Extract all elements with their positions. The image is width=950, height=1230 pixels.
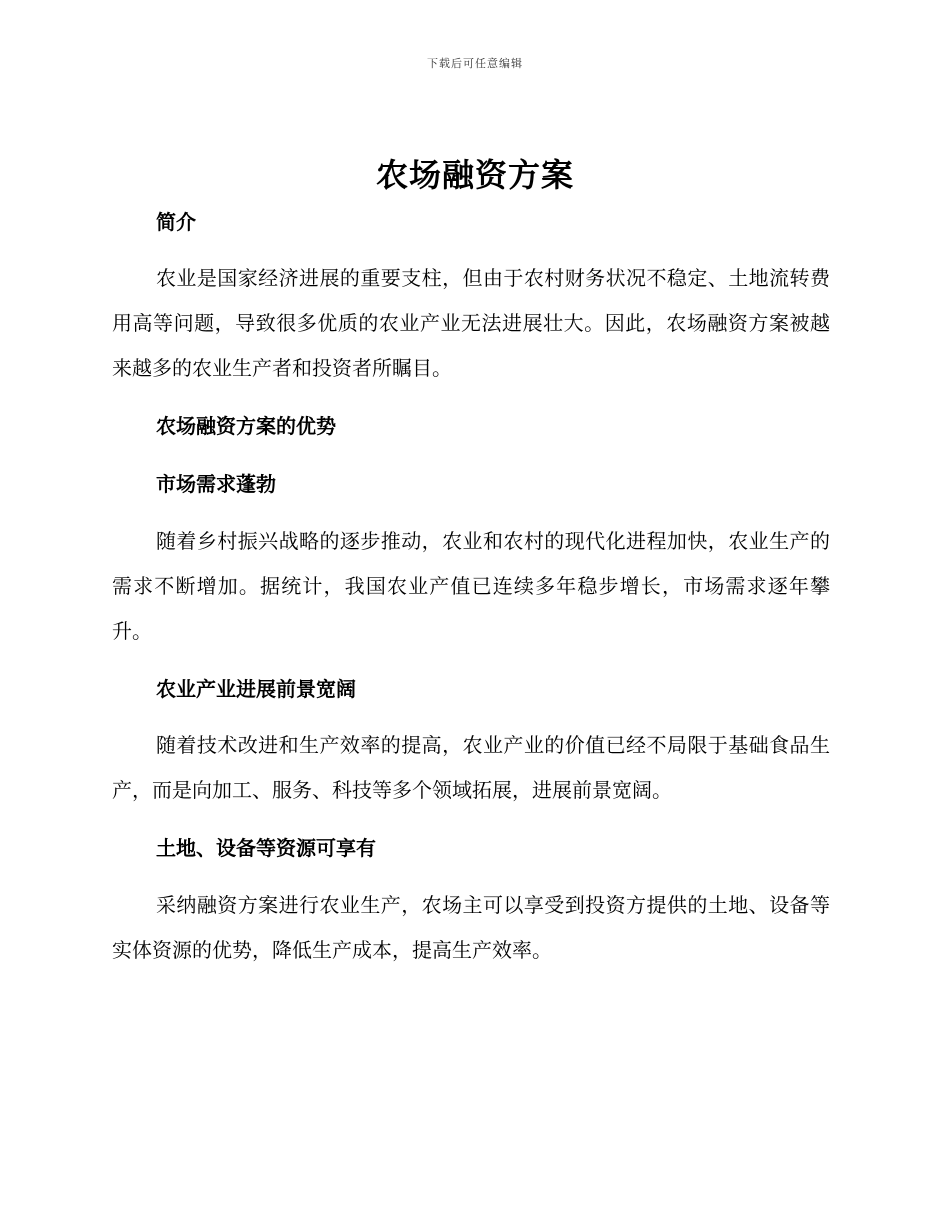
section-heading-resources: 土地、设备等资源可享有 [156,836,376,860]
paragraph-industry-prospects: 随着技术改进和生产效率的提高，农业产业的价值已经不局限于基础食品生产，而是向加工、服务、科技等多个领域拓展，进展前景宽阔。 [112,733,830,802]
section-heading-advantages: 农场融资方案的优势 [156,414,336,438]
document-title: 农场融资方案 [375,156,574,194]
paragraph-resources: 采纳融资方案进行农业生产，农场主可以享受到投资方提供的土地、设备等实体资源的优势，降低生产成本，提高生产效率。 [112,893,830,962]
section-heading-intro: 简介 [156,210,196,234]
paragraph-market-demand: 随着乡村振兴战略的逐步推动，农业和农村的现代化进程加快，农业生产的需求不断增加。据统计，我国农业产值已连续多年稳步增长，市场需求逐年攀升。 [112,529,830,643]
paragraph-intro: 农业是国家经济进展的重要支柱，但由于农村财务状况不稳定、土地流转费用高等问题，导致很多优质的农业产业无法进展壮大。因此，农场融资方案被越来越多的农业生产者和投资者所瞩目。 [112,266,830,380]
section-heading-industry-prospects: 农业产业进展前景宽阔 [156,677,356,701]
section-heading-market-demand: 市场需求蓬勃 [156,472,276,496]
page-header-note: 下载后可任意编辑 [427,57,523,70]
